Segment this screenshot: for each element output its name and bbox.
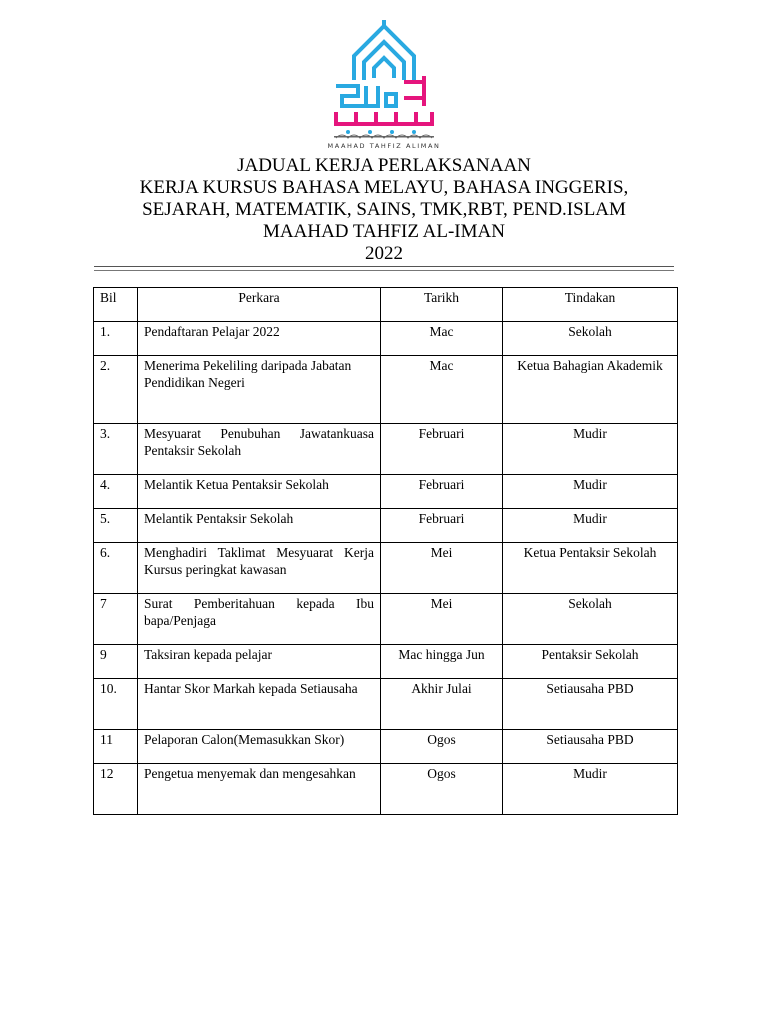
cell-bil: 9 — [94, 645, 138, 679]
cell-bil: 6. — [94, 543, 138, 594]
heading-line-1: JADUAL KERJA PERLAKSANAAN — [237, 155, 531, 176]
cell-tindakan: Setiausaha PBD — [503, 730, 678, 764]
cell-tarikh: Mac — [381, 322, 503, 356]
cell-perkara: Pelaporan Calon(Memasukkan Skor) — [138, 730, 381, 764]
table-row — [94, 424, 678, 475]
cell-perkara: Pendaftaran Pelajar 2022 — [138, 322, 381, 356]
table-row — [94, 764, 678, 815]
table-row — [94, 509, 678, 543]
cell-tarikh: Ogos — [381, 730, 503, 764]
cell-perkara: Melantik Ketua Pentaksir Sekolah — [138, 475, 381, 509]
cell-tarikh: Mac — [381, 356, 503, 424]
cell-perkara: Menghadiri Taklimat Mesyuarat Kerja Kursus peringkat kawasan — [138, 543, 381, 594]
cell-perkara: Mesyuarat Penubuhan Jawatankuasa Pentaksir Sekolah — [138, 424, 381, 475]
cell-perkara-text-line2: Pendidikan Negeri — [144, 375, 245, 390]
cell-tindakan: Sekolah — [503, 594, 678, 645]
table-header-row — [94, 288, 678, 322]
heading-year: 2022 — [365, 243, 403, 264]
cell-tindakan: Mudir — [503, 764, 678, 815]
cell-tarikh: Februari — [381, 509, 503, 543]
cell-perkara: Taksiran kepada pelajar — [138, 645, 381, 679]
cell-bil: 1. — [94, 322, 138, 356]
cell-tindakan: Mudir — [503, 509, 678, 543]
cell-tarikh: Mei — [381, 594, 503, 645]
cell-perkara-text: Menerima Pekeliling daripada Jabatan — [144, 358, 352, 373]
cell-perkara — [138, 356, 381, 424]
heading-line-4: MAAHAD TAHFIZ AL-IMAN — [263, 221, 505, 242]
table-row — [94, 475, 678, 509]
cell-tindakan: Ketua Pentaksir Sekolah — [503, 543, 678, 594]
cell-bil: 7 — [94, 594, 138, 645]
cell-tindakan: Pentaksir Sekolah — [503, 645, 678, 679]
cell-tarikh: Mac hingga Jun — [381, 645, 503, 679]
header-bil: Bil — [94, 288, 138, 322]
cell-perkara: Hantar Skor Markah kepada Setiausaha — [138, 679, 381, 730]
cell-perkara: Surat Pemberitahuan kepada Ibu bapa/Penjaga — [138, 594, 381, 645]
heading-line-2: KERJA KURSUS BAHASA MELAYU, BAHASA INGGERIS, — [139, 177, 629, 198]
cell-tarikh: Februari — [381, 475, 503, 509]
cell-bil: 12 — [94, 764, 138, 815]
cell-tindakan: Ketua Bahagian Akademik — [503, 356, 678, 424]
cell-perkara: Melantik Pentaksir Sekolah — [138, 509, 381, 543]
table-row — [94, 543, 678, 594]
table-row — [94, 645, 678, 679]
table-row — [94, 730, 678, 764]
schedule-table — [93, 287, 678, 815]
heading-divider — [94, 266, 674, 267]
table-row — [94, 679, 678, 730]
cell-bil: 5. — [94, 509, 138, 543]
cell-tindakan: Sekolah — [503, 322, 678, 356]
header-perkara: Perkara — [138, 288, 381, 322]
cell-bil: 3. — [94, 424, 138, 475]
cell-perkara: Pengetua menyemak dan mengesahkan — [138, 764, 381, 815]
maahad-tahfiz-aliman-logo — [326, 16, 442, 152]
cell-bil: 2. — [94, 356, 138, 424]
cell-tarikh: Akhir Julai — [381, 679, 503, 730]
cell-tarikh: Mei — [381, 543, 503, 594]
cell-tarikh: Februari — [381, 424, 503, 475]
cell-tindakan: Setiausaha PBD — [503, 679, 678, 730]
cell-bil: 11 — [94, 730, 138, 764]
cell-tarikh: Ogos — [381, 764, 503, 815]
cell-bil: 10. — [94, 679, 138, 730]
table-row — [94, 322, 678, 356]
cell-bil: 4. — [94, 475, 138, 509]
cell-tindakan: Mudir — [503, 424, 678, 475]
header-tindakan: Tindakan — [503, 288, 678, 322]
table-row — [94, 356, 678, 424]
logo-caption: MAAHAD TAHFIZ ALIMAN — [327, 142, 441, 150]
heading-line-3: SEJARAH, MATEMATIK, SAINS, TMK,RBT, PEND.ISLAM — [142, 199, 626, 220]
table-row — [94, 594, 678, 645]
header-tarikh: Tarikh — [381, 288, 503, 322]
heading-divider-secondary — [94, 270, 674, 271]
document-heading — [94, 155, 674, 265]
cell-tindakan: Mudir — [503, 475, 678, 509]
